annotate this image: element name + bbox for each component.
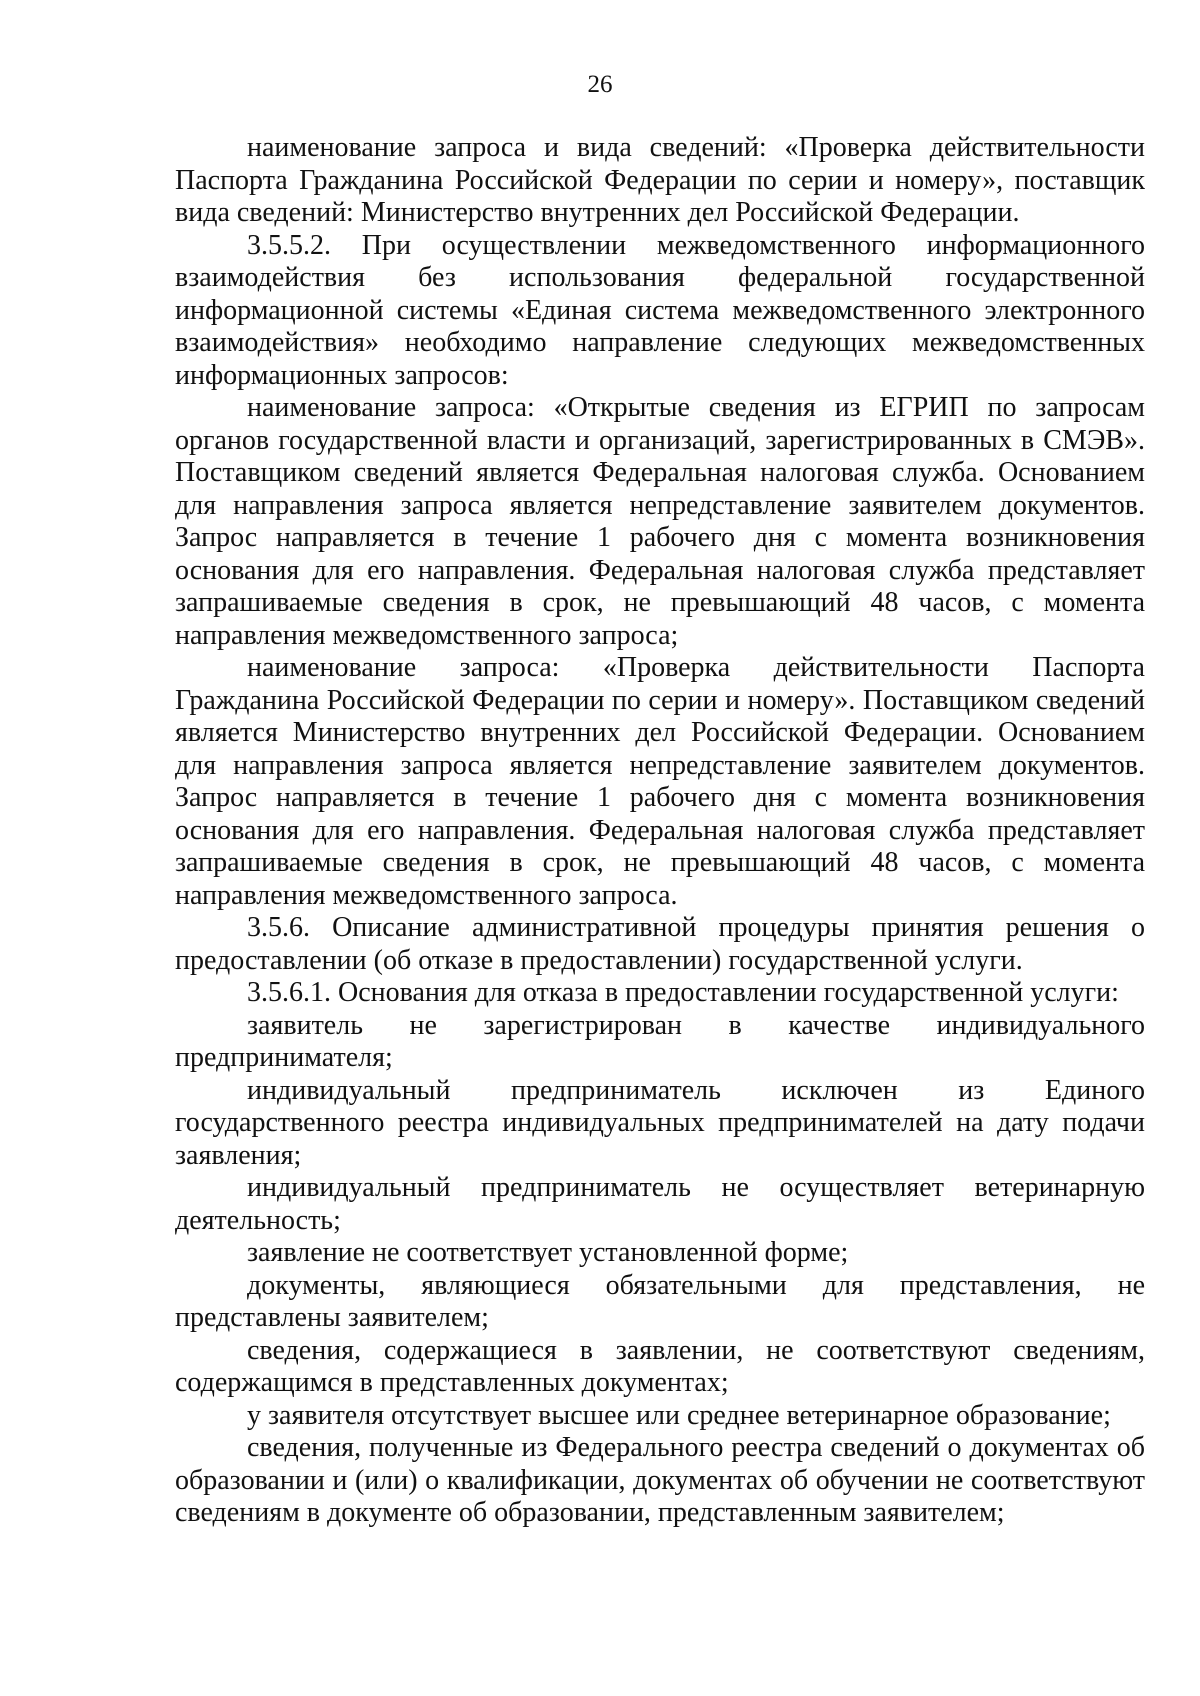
list-item-refusal-ground: сведения, содержащиеся в заявлении, не соответствуют сведениям, содержащимся в представленных документах;	[175, 1334, 1145, 1398]
paragraph-passport-check: наименование запроса и вида сведений: «Проверка действительности Паспорта Гражданина Российской Федерации по серии и номеру», поставщик вида сведений: Министерство внутренних дел Российской Федерации.	[175, 132, 1145, 228]
list-item-refusal-ground: сведения, полученные из Федерального реестра сведений о документах об образовании и (или) о квалификации, документах об обучении не соответствуют сведениям в документе об образовании, представленным заявителем;	[175, 1432, 1145, 1528]
list-item-refusal-ground: у заявителя отсутствует высшее или среднее ветеринарное образование;	[247, 1399, 1111, 1431]
paragraph-egrip-request: наименование запроса: «Открытые сведения из ЕГРИП по запросам органов государственной власти и организаций, зарегистрированных в СМЭВ». Поставщиком сведений является Федеральная налоговая служба. Основанием для направления запроса является непредставление заявителем документов. Запрос направляется в течение 1 рабочего дня с момента возникновения основания для его направления. Федеральная налоговая служба представляет запрашиваемые сведения в срок, не превышающий 48 часов, с момента направления межведомственного запроса;	[175, 392, 1145, 651]
list-item-refusal-ground: индивидуальный предприниматель не осуществляет ветеринарную деятельность;	[175, 1172, 1145, 1236]
paragraph-3-5-5-2: 3.5.5.2. При осуществлении межведомственного информационного взаимодействия без использования федеральной государственной информационной системы «Единая система межведомственного электронного взаимодействия» необходимо направление следующих межведомственных информационных запросов:	[175, 229, 1145, 391]
list-item-refusal-ground: документы, являющиеся обязательными для представления, не представлены заявителем;	[175, 1269, 1145, 1333]
paragraph-3-5-6: 3.5.6. Описание административной процедуры принятия решения о предоставлении (об отказе в предоставлении) государственной услуги.	[175, 912, 1145, 976]
page-number: 26	[587, 71, 613, 98]
list-item-refusal-ground: заявитель не зарегистрирован в качестве индивидуального предпринимателя;	[175, 1009, 1145, 1073]
paragraph-passport-request: наименование запроса: «Проверка действительности Паспорта Гражданина Российской Федерации по серии и номеру». Поставщиком сведений является Министерство внутренних дел Российской Федерации. Основанием для направления запроса является непредставление заявителем документов. Запрос направляется в течение 1 рабочего дня с момента возникновения основания для его направления. Федеральная налоговая служба представляет запрашиваемые сведения в срок, не превышающий 48 часов, с момента направления межведомственного запроса.	[175, 652, 1145, 911]
list-item-refusal-ground: индивидуальный предприниматель исключен из Единого государственного реестра индивидуальных предпринимателей на дату подачи заявления;	[175, 1074, 1145, 1171]
paragraph-3-5-6-1: 3.5.6.1. Основания для отказа в предоставлении государственной услуги:	[247, 977, 1119, 1008]
list-item-refusal-ground: заявление не соответствует установленной форме;	[247, 1237, 849, 1268]
document-body	[175, 132, 1145, 1530]
